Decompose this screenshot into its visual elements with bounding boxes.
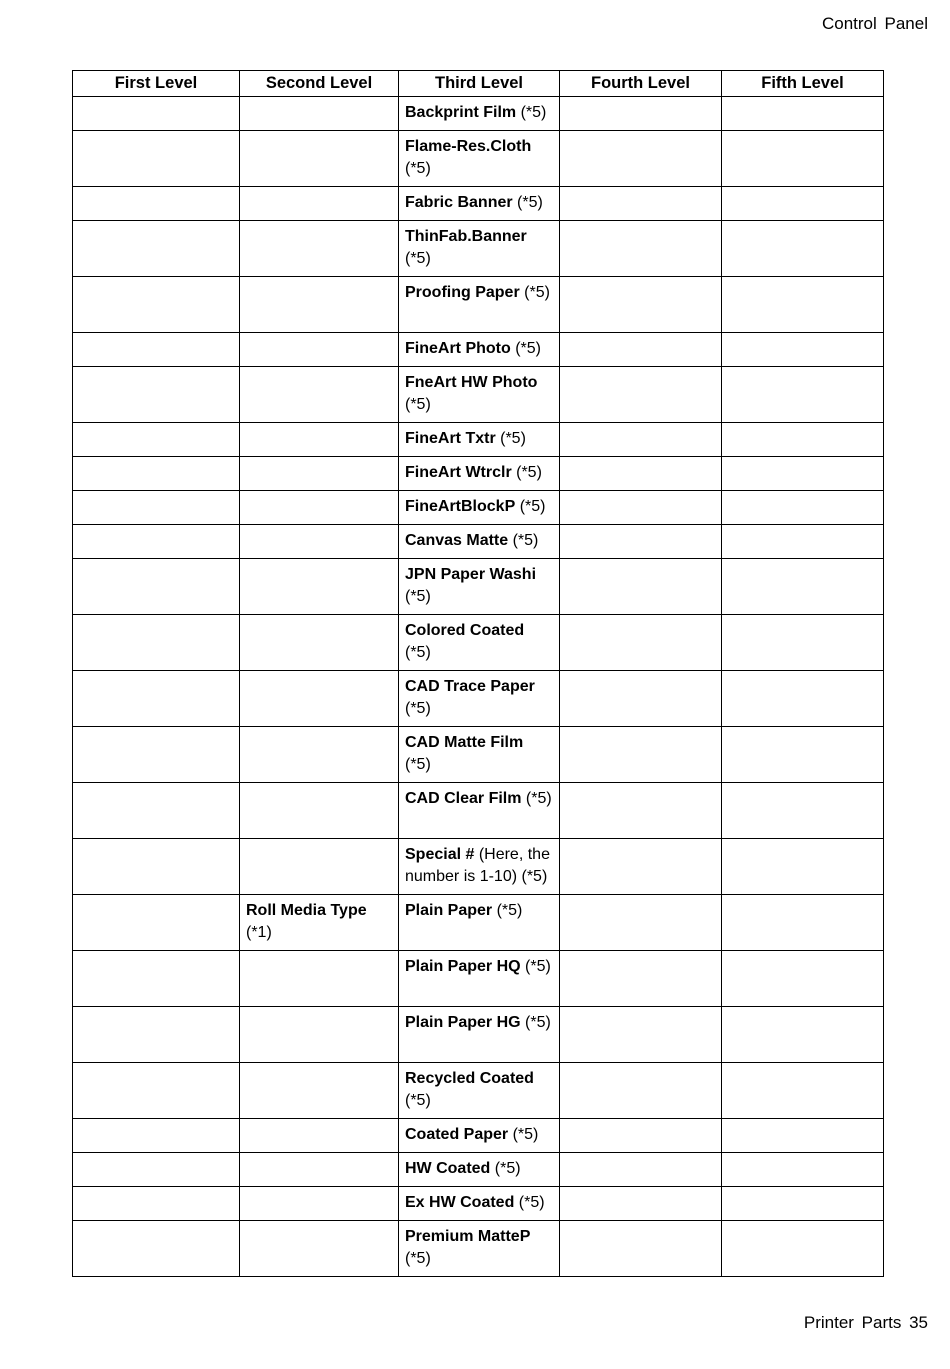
fourth-level-cell xyxy=(560,1119,722,1153)
third-level-label: Canvas Matte xyxy=(405,532,509,549)
fifth-level-cell xyxy=(722,951,884,1007)
third-level-note: (*5) xyxy=(508,532,539,549)
fifth-level-cell xyxy=(722,1153,884,1187)
third-level-label: Flame-Res.Cloth xyxy=(405,138,532,155)
third-level-label: Colored Coated xyxy=(405,622,525,639)
first-level-cell xyxy=(73,783,240,839)
first-level-cell xyxy=(73,1221,240,1277)
third-level-note: (*5) xyxy=(519,284,550,301)
fifth-level-cell xyxy=(722,1119,884,1153)
first-level-cell xyxy=(73,615,240,671)
table-row xyxy=(73,671,884,727)
third-level-note: (*5) xyxy=(510,340,541,357)
column-header-third-level: Third Level xyxy=(399,71,560,97)
third-level-label: Coated Paper xyxy=(405,1126,509,1143)
fourth-level-cell xyxy=(560,951,722,1007)
third-level-cell xyxy=(399,423,560,457)
third-level-label: CAD Matte Film xyxy=(405,734,524,751)
table-row xyxy=(73,367,884,423)
fourth-level-cell xyxy=(560,367,722,423)
fourth-level-cell xyxy=(560,783,722,839)
third-level-label: FineArt Photo xyxy=(405,340,511,357)
third-level-note: (*5) xyxy=(405,250,431,267)
third-level-label: FineArtBlockP xyxy=(405,498,516,515)
table-row xyxy=(73,457,884,491)
second-level-cell xyxy=(240,1153,399,1187)
third-level-label: ThinFab.Banner xyxy=(405,228,527,245)
third-level-label: Plain Paper HG xyxy=(405,1014,521,1031)
third-level-label: Plain Paper xyxy=(405,902,493,919)
second-level-cell xyxy=(240,1221,399,1277)
third-level-cell xyxy=(399,131,560,187)
first-level-cell xyxy=(73,221,240,277)
third-level-cell xyxy=(399,783,560,839)
third-level-note: (*5) xyxy=(405,700,431,717)
fourth-level-cell xyxy=(560,1063,722,1119)
table-row xyxy=(73,221,884,277)
table-body xyxy=(73,97,884,1277)
third-level-cell xyxy=(399,491,560,525)
third-level-note: (*5) xyxy=(512,194,543,211)
fifth-level-cell xyxy=(722,525,884,559)
fourth-level-cell xyxy=(560,131,722,187)
fifth-level-cell xyxy=(722,1063,884,1119)
fifth-level-cell xyxy=(722,727,884,783)
third-level-note: (Here, the number is 1-10) (*5) xyxy=(405,846,550,885)
third-level-label: FineArt Wtrclr xyxy=(405,464,512,481)
table-row xyxy=(73,1007,884,1063)
fifth-level-cell xyxy=(722,1007,884,1063)
table-row xyxy=(73,1221,884,1277)
fourth-level-cell xyxy=(560,895,722,951)
table-header-row xyxy=(73,71,884,97)
fifth-level-cell xyxy=(722,187,884,221)
second-level-cell xyxy=(240,1063,399,1119)
third-level-label: Plain Paper HQ xyxy=(405,958,521,975)
fifth-level-cell xyxy=(722,491,884,525)
third-level-cell xyxy=(399,839,560,895)
fifth-level-cell xyxy=(722,131,884,187)
third-level-cell xyxy=(399,727,560,783)
second-level-cell xyxy=(240,277,399,333)
third-level-cell xyxy=(399,457,560,491)
second-level-label: Roll Media Type xyxy=(246,902,367,919)
fourth-level-cell xyxy=(560,839,722,895)
fourth-level-cell xyxy=(560,423,722,457)
third-level-label: Ex HW Coated xyxy=(405,1194,515,1211)
third-level-label: JPN Paper Washi xyxy=(405,566,537,583)
fourth-level-cell xyxy=(560,1153,722,1187)
third-level-cell xyxy=(399,187,560,221)
third-level-cell xyxy=(399,277,560,333)
fourth-level-cell xyxy=(560,457,722,491)
fifth-level-cell xyxy=(722,457,884,491)
column-header-second-level: Second Level xyxy=(240,71,399,97)
table-row xyxy=(73,1119,884,1153)
third-level-note: (*5) xyxy=(520,958,551,975)
third-level-cell xyxy=(399,1187,560,1221)
third-level-note: (*5) xyxy=(492,902,523,919)
third-level-note: (*5) xyxy=(514,1194,545,1211)
first-level-cell xyxy=(73,277,240,333)
fourth-level-cell xyxy=(560,97,722,131)
third-level-cell xyxy=(399,1007,560,1063)
menu-levels-table xyxy=(72,70,884,1277)
second-level-cell xyxy=(240,187,399,221)
third-level-cell xyxy=(399,1119,560,1153)
third-level-label: CAD Clear Film xyxy=(405,790,522,807)
fourth-level-cell xyxy=(560,187,722,221)
second-level-cell xyxy=(240,727,399,783)
third-level-cell xyxy=(399,559,560,615)
third-level-cell xyxy=(399,615,560,671)
table-row xyxy=(73,1153,884,1187)
third-level-note: (*5) xyxy=(405,588,431,605)
first-level-cell xyxy=(73,559,240,615)
first-level-cell xyxy=(73,1187,240,1221)
second-level-cell xyxy=(240,783,399,839)
table-row xyxy=(73,187,884,221)
second-level-cell xyxy=(240,1007,399,1063)
third-level-note: (*5) xyxy=(520,1014,551,1031)
third-level-label: Fabric Banner xyxy=(405,194,513,211)
second-level-cell xyxy=(240,615,399,671)
third-level-note: (*5) xyxy=(405,396,431,413)
column-header-fifth-level: Fifth Level xyxy=(722,71,884,97)
table-row xyxy=(73,423,884,457)
third-level-note: (*5) xyxy=(405,756,431,773)
first-level-cell xyxy=(73,491,240,525)
third-level-label: CAD Trace Paper xyxy=(405,678,535,695)
fourth-level-cell xyxy=(560,1221,722,1277)
first-level-cell xyxy=(73,671,240,727)
fifth-level-cell xyxy=(722,221,884,277)
third-level-note: (*5) xyxy=(521,790,552,807)
fourth-level-cell xyxy=(560,1007,722,1063)
second-level-cell xyxy=(240,1187,399,1221)
table-row xyxy=(73,333,884,367)
table-row xyxy=(73,895,884,951)
second-level-cell xyxy=(240,839,399,895)
first-level-cell xyxy=(73,1153,240,1187)
table-row xyxy=(73,615,884,671)
fourth-level-cell xyxy=(560,615,722,671)
third-level-note: (*5) xyxy=(405,644,431,661)
fourth-level-cell xyxy=(560,277,722,333)
first-level-cell xyxy=(73,457,240,491)
second-level-cell xyxy=(240,895,399,951)
third-level-note: (*5) xyxy=(508,1126,539,1143)
page-header: Control Panel xyxy=(821,14,928,33)
third-level-cell xyxy=(399,367,560,423)
table-row xyxy=(73,525,884,559)
first-level-cell xyxy=(73,1119,240,1153)
third-level-note: (*5) xyxy=(511,464,542,481)
first-level-cell xyxy=(73,951,240,1007)
second-level-cell xyxy=(240,457,399,491)
third-level-note: (*5) xyxy=(490,1160,521,1177)
second-level-cell xyxy=(240,951,399,1007)
second-level-cell xyxy=(240,559,399,615)
fifth-level-cell xyxy=(722,277,884,333)
second-level-cell xyxy=(240,1119,399,1153)
fifth-level-cell xyxy=(722,423,884,457)
second-level-cell xyxy=(240,97,399,131)
third-level-label: FneArt HW Photo xyxy=(405,374,538,391)
first-level-cell xyxy=(73,1063,240,1119)
fifth-level-cell xyxy=(722,1221,884,1277)
third-level-note: (*5) xyxy=(405,1250,431,1267)
table-row xyxy=(73,727,884,783)
page-footer: Printer Parts 35 xyxy=(803,1313,928,1332)
fifth-level-cell xyxy=(722,839,884,895)
first-level-cell xyxy=(73,525,240,559)
table-row xyxy=(73,131,884,187)
first-level-cell xyxy=(73,131,240,187)
fourth-level-cell xyxy=(560,525,722,559)
second-level-cell xyxy=(240,671,399,727)
third-level-note: (*5) xyxy=(405,1092,431,1109)
fourth-level-cell xyxy=(560,1187,722,1221)
fifth-level-cell xyxy=(722,671,884,727)
column-header-first-level: First Level xyxy=(73,71,240,97)
second-level-cell xyxy=(240,423,399,457)
third-level-cell xyxy=(399,333,560,367)
third-level-cell xyxy=(399,895,560,951)
third-level-cell xyxy=(399,951,560,1007)
third-level-label: Backprint Film xyxy=(405,104,517,121)
fifth-level-cell xyxy=(722,367,884,423)
second-level-cell xyxy=(240,525,399,559)
table-row xyxy=(73,951,884,1007)
third-level-note: (*5) xyxy=(516,104,547,121)
table-row xyxy=(73,97,884,131)
fifth-level-cell xyxy=(722,97,884,131)
table-row xyxy=(73,559,884,615)
fourth-level-cell xyxy=(560,559,722,615)
first-level-cell xyxy=(73,423,240,457)
second-level-cell xyxy=(240,131,399,187)
first-level-cell xyxy=(73,895,240,951)
second-level-cell xyxy=(240,333,399,367)
fourth-level-cell xyxy=(560,727,722,783)
fifth-level-cell xyxy=(722,615,884,671)
fifth-level-cell xyxy=(722,783,884,839)
third-level-note: (*5) xyxy=(405,160,431,177)
first-level-cell xyxy=(73,367,240,423)
first-level-cell xyxy=(73,187,240,221)
first-level-cell xyxy=(73,839,240,895)
fifth-level-cell xyxy=(722,333,884,367)
first-level-cell xyxy=(73,727,240,783)
third-level-note: (*5) xyxy=(515,498,546,515)
table-row xyxy=(73,491,884,525)
third-level-label: Premium MatteP xyxy=(405,1228,531,1245)
third-level-cell xyxy=(399,97,560,131)
table-row xyxy=(73,783,884,839)
column-header-fourth-level: Fourth Level xyxy=(560,71,722,97)
fifth-level-cell xyxy=(722,559,884,615)
third-level-label: Recycled Coated xyxy=(405,1070,534,1087)
third-level-label: HW Coated xyxy=(405,1160,491,1177)
fourth-level-cell xyxy=(560,221,722,277)
fourth-level-cell xyxy=(560,333,722,367)
table-row xyxy=(73,277,884,333)
table-row xyxy=(73,1187,884,1221)
third-level-cell xyxy=(399,671,560,727)
third-level-label: Proofing Paper xyxy=(405,284,520,301)
fifth-level-cell xyxy=(722,1187,884,1221)
second-level-cell xyxy=(240,367,399,423)
table-row xyxy=(73,1063,884,1119)
third-level-cell xyxy=(399,525,560,559)
third-level-cell xyxy=(399,1221,560,1277)
third-level-cell xyxy=(399,1153,560,1187)
table-row xyxy=(73,839,884,895)
third-level-cell xyxy=(399,1063,560,1119)
second-level-note: (*1) xyxy=(246,924,272,941)
third-level-label: FineArt Txtr xyxy=(405,430,496,447)
third-level-cell xyxy=(399,221,560,277)
first-level-cell xyxy=(73,333,240,367)
first-level-cell xyxy=(73,97,240,131)
fifth-level-cell xyxy=(722,895,884,951)
third-level-note: (*5) xyxy=(495,430,526,447)
fourth-level-cell xyxy=(560,491,722,525)
fourth-level-cell xyxy=(560,671,722,727)
first-level-cell xyxy=(73,1007,240,1063)
second-level-cell xyxy=(240,221,399,277)
second-level-cell xyxy=(240,491,399,525)
third-level-label: Special # xyxy=(405,846,475,863)
